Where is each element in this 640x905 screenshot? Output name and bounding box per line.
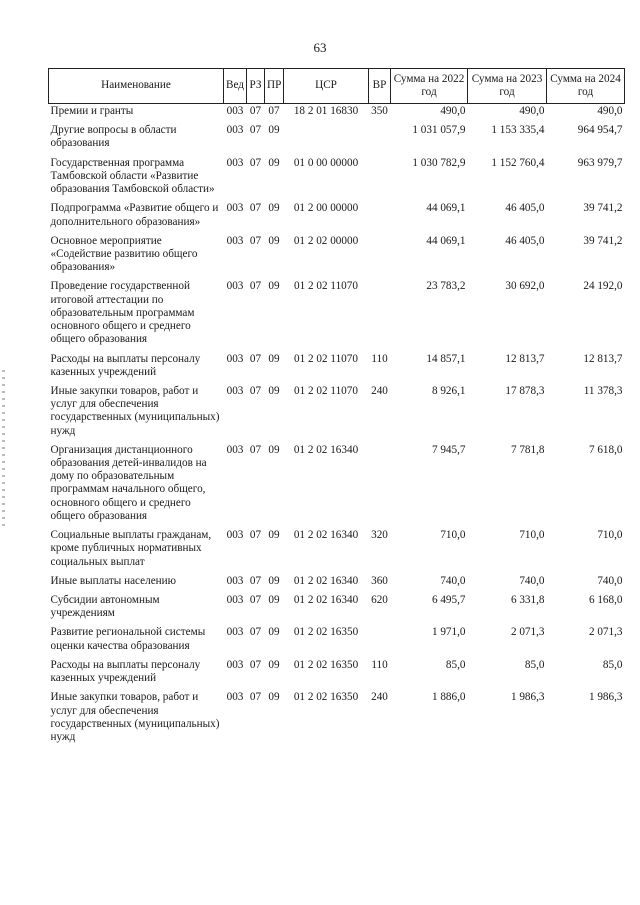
cell-rz: 07 (249, 384, 262, 397)
cell-s2022: 6 495,7 (431, 594, 466, 606)
cell-rz: 07 (249, 443, 262, 456)
cell-ved: 003 (226, 352, 244, 365)
header-rz: РЗ (247, 69, 265, 104)
cell-s2022: 710,0 (440, 529, 466, 542)
cell-name: Основное мероприятие «Содействие развитию общего образования» (50, 234, 198, 274)
cell-name: Другие вопросы в области образования (50, 124, 177, 150)
cell-ved: 003 (226, 156, 244, 169)
cell-s2023: 6 331,8 (510, 594, 545, 606)
cell-s2024: 963 979,7 (577, 156, 623, 169)
cell-pr: 09 (268, 202, 280, 215)
header-sum-2023: Сумма на 2023 год (468, 69, 547, 104)
table-row (49, 690, 625, 749)
cell-name: Развитие региональной системы оценки качества образования (50, 626, 206, 652)
table-row (49, 593, 625, 625)
cell-ved: 003 (226, 280, 244, 293)
cell-s2022: 14 857,1 (426, 352, 466, 365)
cell-pr: 09 (268, 280, 280, 293)
cell-name: Проведение государственной итоговой аттестации по образовательным программам основного общего и среднего общего образования (50, 280, 195, 346)
cell-s2024: 39 741,2 (583, 234, 623, 247)
cell-ved: 003 (226, 658, 244, 671)
cell-csr: 01 2 02 16340 (293, 574, 359, 587)
table-row (49, 625, 625, 657)
cell-pr: 09 (268, 156, 280, 169)
cell-s2023: 1 152 760,4 (491, 156, 545, 169)
cell-s2024: 24 192,0 (583, 280, 623, 293)
cell-pr: 09 (268, 124, 280, 137)
cell-s2022: 85,0 (445, 658, 466, 671)
cell-s2023: 30 692,0 (505, 280, 545, 293)
cell-rz: 07 (249, 202, 262, 215)
cell-s2022: 1 031 057,9 (412, 124, 466, 137)
cell-name: Государственная программа Тамбовской области «Развитие образования Тамбовской области» (50, 156, 215, 196)
cell-pr: 09 (268, 384, 280, 397)
cell-vr: 110 (371, 658, 388, 671)
cell-s2024: 12 813,7 (583, 352, 623, 365)
cell-csr: 01 0 00 00000 (293, 156, 359, 169)
cell-s2024: 740,0 (597, 574, 623, 587)
cell-vr: 360 (371, 574, 388, 587)
cell-vr (369, 156, 391, 202)
cell-pr: 09 (268, 574, 280, 587)
cell-pr: 09 (268, 352, 280, 365)
cell-ved: 003 (226, 594, 244, 606)
cell-s2023: 1 153 335,4 (491, 124, 545, 137)
cell-s2024: 11 378,3 (583, 384, 623, 397)
cell-s2022: 44 069,1 (426, 202, 466, 215)
cell-rz: 07 (249, 234, 262, 247)
cell-s2022: 490,0 (440, 105, 466, 117)
cell-rz: 07 (249, 280, 262, 293)
cell-vr: 320 (371, 529, 388, 542)
cell-pr: 09 (268, 529, 280, 542)
page-number: 63 (313, 40, 327, 55)
cell-rz: 07 (249, 691, 262, 704)
cell-rz: 07 (249, 156, 262, 169)
table-row (49, 443, 625, 528)
cell-csr (284, 123, 369, 155)
cell-rz: 07 (249, 658, 262, 671)
cell-csr: 01 2 02 16340 (293, 529, 359, 542)
cell-csr: 01 2 02 11070 (294, 384, 358, 397)
cell-s2024: 6 168,0 (588, 594, 623, 606)
cell-ved: 003 (226, 105, 244, 117)
cell-s2022: 1 886,0 (431, 691, 466, 704)
cell-vr: 240 (371, 691, 388, 704)
table-body (49, 104, 625, 750)
table-row (49, 234, 625, 280)
cell-ved: 003 (226, 443, 244, 456)
cell-rz: 07 (249, 626, 262, 639)
table-row (49, 201, 625, 233)
cell-rz: 07 (249, 105, 262, 117)
cell-name: Расходы на выплаты персоналу казенных учреждений (50, 352, 201, 378)
cell-rz: 07 (249, 594, 262, 606)
header-ved: Вед (224, 69, 247, 104)
table-row (49, 658, 625, 690)
header-sum-2022: Сумма на 2022 год (391, 69, 468, 104)
cell-s2024: 39 741,2 (583, 202, 623, 215)
cell-s2022: 1 030 782,9 (412, 156, 466, 169)
cell-s2023: 2 071,3 (510, 626, 545, 639)
cell-csr: 01 2 02 16350 (293, 658, 359, 671)
cell-s2023: 490,0 (519, 105, 545, 117)
cell-vr (369, 201, 391, 233)
header-csr: ЦСР (284, 69, 369, 104)
table-row (49, 156, 625, 202)
header-pr: ПР (265, 69, 284, 104)
cell-name: Иные закупки товаров, работ и услуг для обеспечения государственных (муниципальных) нужд (50, 691, 220, 743)
header-name: Наименование (49, 69, 224, 104)
cell-vr: 110 (371, 352, 388, 365)
table-row (49, 352, 625, 384)
cell-pr: 09 (268, 594, 280, 606)
cell-rz: 07 (249, 529, 262, 542)
cell-ved: 003 (226, 202, 244, 215)
cell-s2023: 12 813,7 (505, 352, 545, 365)
table-header-row (49, 69, 625, 104)
cell-rz: 07 (249, 574, 262, 587)
cell-name: Иные выплаты населению (50, 574, 176, 587)
cell-pr: 09 (268, 658, 280, 671)
cell-csr: 01 2 00 00000 (293, 202, 359, 215)
cell-pr: 09 (268, 626, 280, 639)
cell-csr: 01 2 02 16340 (293, 443, 359, 456)
cell-csr: 01 2 02 11070 (294, 352, 358, 365)
cell-vr (369, 123, 391, 155)
cell-pr: 07 (268, 105, 280, 117)
cell-ved: 003 (226, 124, 244, 137)
cell-s2023: 46 405,0 (505, 234, 545, 247)
cell-s2024: 7 618,0 (588, 443, 623, 456)
cell-s2022: 1 971,0 (431, 626, 466, 639)
table-row (49, 574, 625, 593)
cell-pr: 09 (268, 443, 280, 456)
cell-s2023: 710,0 (519, 529, 545, 542)
cell-pr: 09 (268, 234, 280, 247)
header-vr: ВР (369, 69, 391, 104)
cell-s2023: 46 405,0 (505, 202, 545, 215)
header-sum-2024: Сумма на 2024 год (547, 69, 625, 104)
cell-s2022: 7 945,7 (431, 443, 466, 456)
cell-ved: 003 (226, 574, 244, 587)
cell-vr (369, 279, 391, 351)
cell-name: Подпрограмма «Развитие общего и дополнительного образования» (50, 202, 219, 228)
budget-table (48, 68, 625, 749)
cell-vr (369, 625, 391, 657)
cell-s2024: 1 986,3 (588, 691, 623, 704)
cell-ved: 003 (226, 691, 244, 704)
table-row (49, 528, 625, 574)
cell-s2023: 17 878,3 (505, 384, 545, 397)
cell-s2022: 23 783,2 (426, 280, 466, 293)
cell-ved: 003 (226, 234, 244, 247)
cell-vr: 240 (371, 384, 388, 397)
table-row (49, 384, 625, 443)
cell-csr: 01 2 02 00000 (293, 234, 359, 247)
cell-ved: 003 (226, 626, 244, 639)
cell-name: Организация дистанционного образования детей-инвалидов на дому по образовательным программам начального общего, основного общего и среднего общего образования (50, 443, 207, 522)
cell-s2024: 490,0 (597, 105, 623, 117)
cell-ved: 003 (226, 384, 244, 397)
cell-s2022: 8 926,1 (431, 384, 466, 397)
cell-s2022: 740,0 (440, 574, 466, 587)
table-row (49, 279, 625, 351)
cell-s2023: 7 781,8 (510, 443, 545, 456)
cell-s2023: 85,0 (524, 658, 545, 671)
cell-csr: 18 2 01 16830 (293, 105, 359, 117)
cell-s2024: 85,0 (602, 658, 623, 671)
cell-vr (369, 443, 391, 528)
cell-name: Премии и гранты (50, 105, 134, 117)
cell-s2023: 1 986,3 (510, 691, 545, 704)
cell-csr: 01 2 02 16350 (293, 626, 359, 639)
cell-vr (369, 234, 391, 280)
table-row (49, 123, 625, 155)
cell-s2023: 740,0 (519, 574, 545, 587)
cell-ved: 003 (226, 529, 244, 542)
cell-s2022: 44 069,1 (426, 234, 466, 247)
scan-margin-marks (2, 370, 5, 530)
cell-name: Социальные выплаты гражданам, кроме публичных нормативных социальных выплат (50, 529, 212, 568)
cell-name: Субсидии автономным учреждениям (50, 594, 160, 620)
cell-name: Иные закупки товаров, работ и услуг для обеспечения государственных (муниципальных) нужд (50, 384, 220, 437)
cell-s2024: 2 071,3 (588, 626, 623, 639)
table-row (49, 104, 625, 124)
cell-csr: 01 2 02 16350 (293, 691, 359, 704)
cell-s2024: 710,0 (597, 529, 623, 542)
cell-csr: 01 2 02 16340 (293, 594, 359, 606)
cell-rz: 07 (249, 124, 262, 137)
cell-name: Расходы на выплаты персоналу казенных учреждений (50, 658, 201, 685)
cell-s2024: 964 954,7 (577, 124, 623, 137)
cell-rz: 07 (249, 352, 262, 365)
cell-vr: 350 (371, 105, 388, 117)
cell-csr: 01 2 02 11070 (294, 280, 358, 293)
cell-pr: 09 (268, 691, 280, 704)
cell-vr: 620 (371, 594, 388, 606)
